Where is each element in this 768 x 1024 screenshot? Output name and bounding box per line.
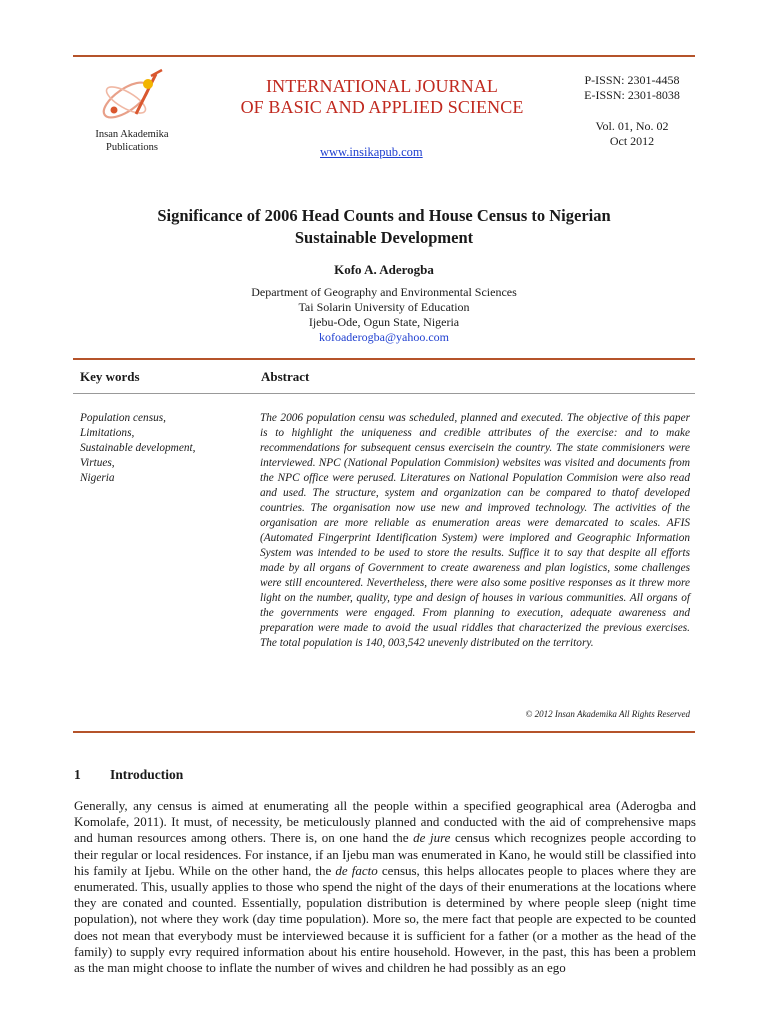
section-title: Introduction — [110, 767, 184, 782]
author-email-link[interactable]: kofoaderogba@yahoo.com — [318, 330, 449, 344]
author-name: Kofo A. Aderogba — [334, 262, 434, 277]
keyword-item: Population census, — [80, 412, 166, 424]
keywords-heading: Key words — [80, 369, 140, 384]
introduction-paragraph: Generally, any census is aimed at enumerating all the people within a specified geographical area (Aderogba and Komolafe, 2011). It must, of necessity, be meticulously planned and conducted with the aid of comprehensive maps and human resources among others. There is, on one hand the de jure census which recognizes people according to their regular or local residences. For instance, if an Ijebu man was enumerated in Kano, he would still be classified into his family at Ijebu. While on the other hand, the de facto census, this helps allocates people to places where they are enumerated. This, usually applies to those who spend the night of the days of their enumerations at the locations where they are conated and counted. Essentially, population distribution is determined by where people sleep (night time population), not where they work (day time population). More so, the mere fact that people are expected to be counted does not mean that everybody must be interviewed because it is sufficient for a father (or a mother as the head of the family) to supply evry required information about his entire household. However, in the past, this has been a problem as the man might choose to inflate the number of wives and children he had possibly as an ego — [74, 798, 697, 976]
journal-url-link[interactable]: www.insikapub.com — [320, 145, 423, 159]
copyright-notice: © 2012 Insan Akademika All Rights Reserved — [525, 709, 690, 719]
keywords-list — [80, 411, 195, 486]
abstract-header-divider — [73, 393, 695, 394]
abstract-top-rule — [73, 358, 695, 360]
abstract-heading: Abstract — [261, 369, 310, 384]
author-affiliation: Department of Geography and Environmental Sciences Tai Solarin University of Education Ijebu-Ode, Ogun State, Nigeria kofoaderogba@yahoo.com — [100, 285, 668, 345]
abstract-bottom-rule — [73, 731, 695, 733]
term-de-facto: de facto — [335, 862, 378, 878]
section-number: 1 — [74, 767, 81, 782]
header-top-rule — [73, 55, 695, 57]
publisher-name: Insan Akademika Publications — [95, 129, 169, 153]
term-de-jure: de jure — [413, 830, 451, 846]
keyword-item: Limitations, — [80, 427, 135, 439]
keyword-item: Sustainable development, — [80, 442, 196, 454]
keyword-item: Virtues, — [80, 457, 115, 469]
issn-block: P-ISSN: 2301-4458 E-ISSN: 2301-8038 — [584, 73, 680, 102]
journal-title: INTERNATIONAL JOURNAL OF BASIC AND APPLIED SCIENCE — [240, 76, 524, 117]
publisher-logo-icon — [96, 66, 168, 126]
abstract-text: The 2006 population censu was scheduled, planned and executed. The objective of this paper is to highlight the uniqueness and credible attributes of the exercise: and to make recommendations for subsequent census exercisein the country. The state commisioners were interviewed. NPC (National Population Commision) websites was visited and documents from the NPC office were perused. Literatures on National Population Commision were also read and used. The structure, system and organization can be compared to thatof developed countries. The organisation now use new and improved technology. The activities of the organisation are more reliable as enumeration areas were demarcated to scales. AFIS (Automated Fingerprint Identification System) were implored and Geographic Information System was intended to be used to store the results. Suffice it to say that despite all efforts made by all organs of Government to create awareness and plan logistics, some challenges were still encountered. Nevertheless, there were also some positive responses as it threw more light on the number, quality, type and design of houses in various communities. All organs of the governments were engaged. From planning to execution, adequate awareness and preparation were made to avoid the usual riddles that characterized the previous exercises. The total population is 140, 003,542 unevenly distributed on the territory. — [260, 412, 690, 649]
paper-title: Significance of 2006 Head Counts and House Census to Nigerian Sustainable Development — [157, 206, 611, 247]
volume-block: Vol. 01, No. 02 Oct 2012 — [595, 119, 669, 148]
keyword-item: Nigeria — [80, 472, 115, 484]
